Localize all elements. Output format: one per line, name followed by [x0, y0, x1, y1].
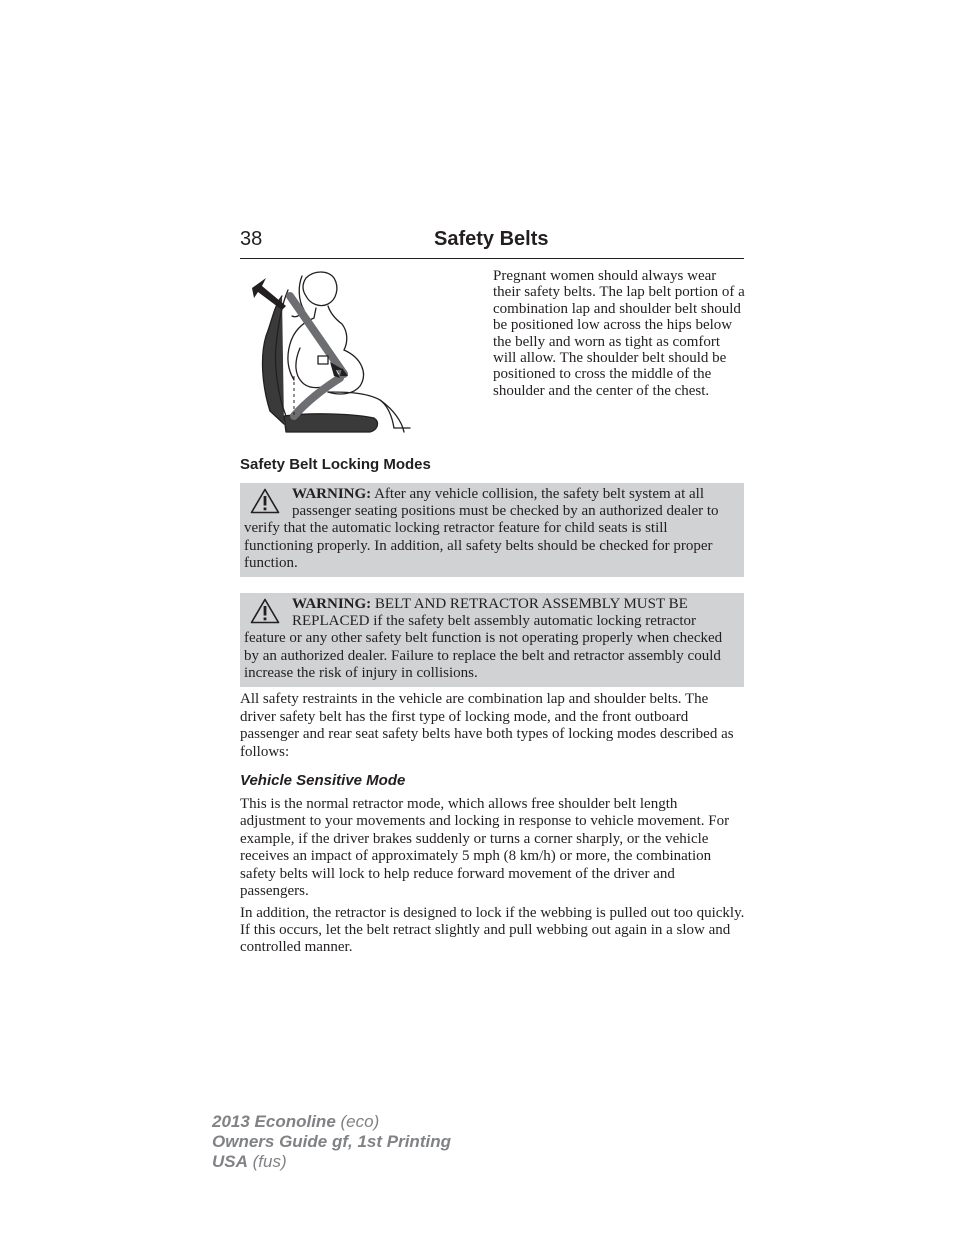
locking-modes-heading: Safety Belt Locking Modes	[240, 456, 431, 473]
section-title: Safety Belts	[434, 228, 549, 250]
collision-warning-box	[240, 483, 744, 577]
retractor-warning-box	[240, 593, 744, 687]
page-header	[240, 228, 744, 259]
footer-model-line: 2013 Econoline (eco)	[212, 1112, 380, 1131]
warning-label: WARNING:	[292, 486, 372, 502]
document-footer	[212, 1112, 451, 1172]
pregnancy-guidance-text: Pregnant women should always wear their safety belts. The lap belt portion of a combination lap and shoulder belt should be positioned low across the hips below the belly and worn as tight as comfort will allow. The shoulder belt should be positioned to cross the middle of the shoulder and the center of the chest.	[493, 268, 745, 399]
page-number: 38	[240, 228, 263, 250]
pregnant-woman-seatbelt-illustration	[244, 266, 420, 436]
warning-label: WARNING:	[292, 596, 372, 612]
warning-triangle-icon	[250, 488, 280, 514]
warning-text: BELT AND RETRACTOR ASSEMBLY MUST BE REPLACED if the safety belt assembly automatic locking retractor feature or any other safety belt function is not operating properly when checked by an authorized dealer. Failure to replace the belt and retractor assembly could increase the risk of injury in collisions.	[244, 596, 723, 681]
footer-region-line: USA (fus)	[212, 1152, 287, 1171]
warning-triangle-icon	[250, 598, 280, 624]
restraints-paragraph: All safety restraints in the vehicle are combination lap and shoulder belts. The driver safety belt has the first type of locking mode, and the front outboard passenger and rear seat safety belts have both types of locking modes described as follows:	[240, 691, 734, 760]
footer-guide-line: Owners Guide gf, 1st Printing	[212, 1132, 451, 1151]
warning-text: After any vehicle collision, the safety belt system at all passenger seating positions must be checked by an authorized dealer to verify that the automatic locking retractor feature for child seats is still functioning properly. In addition, all safety belts should be checked for proper function.	[244, 486, 719, 571]
webbing-lock-paragraph: In addition, the retractor is designed to lock if the webbing is pulled out too quickly. If this occurs, let the belt retract slightly and pull webbing out again in a slow and controlled manner.	[240, 905, 745, 956]
vehicle-sensitive-mode-heading: Vehicle Sensitive Mode	[240, 772, 406, 789]
retractor-mode-paragraph: This is the normal retractor mode, which allows free shoulder belt length adjustment to your movements and locking in response to vehicle movement. For example, if the driver brakes suddenly or turns a corner sharply, or the vehicle receives an impact of approximately 5 mph (8 km/h) or more, the combination safety belts will lock to help reduce forward movement of the driver and passengers.	[240, 796, 730, 900]
